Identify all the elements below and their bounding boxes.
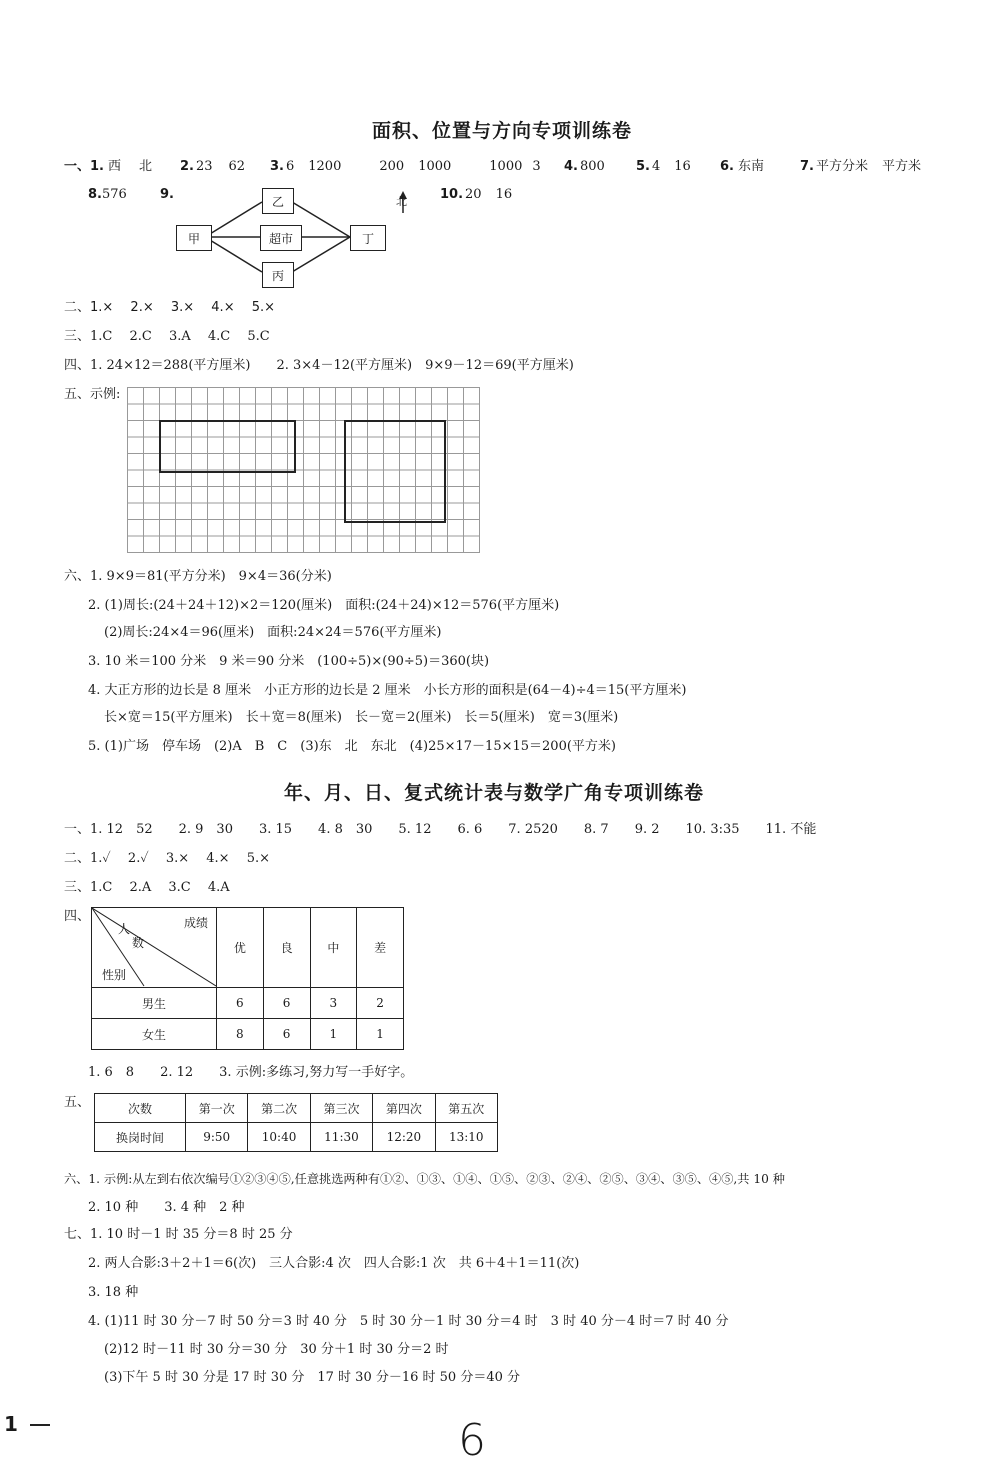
table-corner [92,908,217,988]
answer: 200 [379,159,405,174]
s2-q7-1: 七、1. 10 时－1 时 35 分＝8 时 25 分 [64,1227,293,1242]
table-header: 第五次 [435,1094,497,1123]
corner-mid2: 数 [132,936,145,950]
cell: 1 [357,1019,404,1050]
rectangle-example [159,420,296,473]
node-market: 超市 [260,225,302,251]
node-yi: 乙 [262,188,294,214]
handwritten-number: 6 [458,1415,486,1466]
cell: 3 [310,988,357,1019]
s1-q6-2b: (2)周长:24×4＝96(厘米) 面积:24×24＝576(平方厘米) [104,625,442,640]
table-header: 第一次 [186,1094,248,1123]
table-header: 第四次 [373,1094,435,1123]
cell: 13:10 [435,1123,497,1152]
label: 5. [636,159,650,174]
answer: 16 [495,187,513,202]
table-row [95,1123,498,1152]
s2-q4-label: 四、 [64,909,91,924]
shift-table [94,1093,498,1152]
answer: 20 [465,187,482,202]
cell: 6 [217,988,264,1019]
s1-q5: 五、示例: [64,387,121,402]
answer: 1000 [489,159,523,174]
corner-top: 成绩 [183,916,208,930]
s1-q1-8 [88,186,127,204]
s2-q5-label: 五、 [64,1095,91,1110]
cell: 10:40 [248,1123,310,1152]
s1-q1-6 [720,158,764,176]
cell: 8 [217,1019,264,1050]
answer: 3 [532,159,541,174]
section2-title: 年、月、日、复式统计表与数学广角专项训练卷 [284,782,705,804]
label: 2. [180,159,194,174]
table-header: 良 [263,908,310,988]
answer: 800 [579,159,605,174]
table-header: 次数 [95,1094,186,1123]
corner-mid1: 人 [118,922,131,936]
cell: 9:50 [186,1123,248,1152]
node-ding: 丁 [350,225,386,251]
s2-q6-2: 2. 10 种 3. 4 种 2 种 [88,1200,245,1215]
s1-q1-line1 [64,158,152,176]
s2-q1: 一、1. 12 52 2. 9 30 3. 15 4. 8 30 5. 12 6. 6 7. 2520 8. 7 9. 2 10. 3:35 11. 不能 [64,822,817,837]
answer: 576 [101,187,127,202]
answer: 1000 [418,159,452,174]
table-header: 差 [357,908,404,988]
answer: 平方米 [882,159,922,174]
answer: 23 [195,159,213,174]
table-header: 第三次 [310,1094,372,1123]
s2-q4-sub: 1. 6 8 2. 12 3. 示例:多练习,努力写一手好字。 [88,1065,414,1080]
label: 一、1. [64,159,104,174]
s1-q1-2 [180,158,245,176]
table-row [92,1019,404,1050]
cell: 11:30 [310,1123,372,1152]
node-bing: 丙 [262,262,294,288]
section1-title: 面积、位置与方向专项训练卷 [372,120,633,142]
s1-q6-4b: 长×宽＝15(平方厘米) 长＋宽＝8(厘米) 长－宽＝2(厘米) 长＝5(厘米) 宽＝3(厘米) [104,710,619,725]
s1-q4: 四、1. 24×12＝288(平方厘米) 2. 3×4－12(平方厘米) 9×9－12＝69(平方厘米) [64,358,574,373]
s1-q3: 三、1.C 2.C 3.A 4.C 5.C [64,329,270,344]
s1-q1-3 [270,158,541,176]
s2-q6-1: 六、1. 示例:从左到右依次编号①②③④⑤,任意挑选两种有①②、①③、①④、①⑤、②③、②④、②⑤、③④、③⑤、④⑤,共 10 种 [64,1172,785,1186]
north-label: 北 [396,195,407,208]
s1-q6-2a: 2. (1)周长:(24＋24＋12)×2＝120(厘米) 面积:(24＋24)×12＝576(平方厘米) [88,598,560,613]
page-number: 1 [4,1412,18,1436]
s1-q6-3: 3. 10 米＝100 分米 9 米＝90 分米 (100÷5)×(90÷5)＝360(块) [88,654,490,669]
footer-divider [30,1424,50,1426]
answer: 1200 [308,159,342,174]
grades-table [91,907,404,1050]
s2-q7-4b: (2)12 时－11 时 30 分＝30 分 30 分＋1 时 30 分＝2 时 [104,1342,449,1357]
label: 10. [440,187,464,202]
s2-q3: 三、1.C 2.A 3.C 4.A [64,880,230,895]
answer: 62 [228,159,246,174]
row-label: 换岗时间 [95,1123,186,1152]
s1-q6-4a: 4. 大正方形的边长是 8 厘米 小正方形的边长是 2 厘米 小长方形的面积是(64－4)÷4＝15(平方厘米) [88,683,687,698]
label: 6. [720,159,734,174]
s1-q1-9-label: 9. [160,187,174,202]
table-header: 中 [310,908,357,988]
corner-bottom: 性别 [102,968,127,982]
s1-q1-5 [636,158,691,176]
s1-q1-10 [440,186,512,204]
label: 3. [270,159,284,174]
s2-q7-4a: 4. (1)11 时 30 分－7 时 50 分＝3 时 40 分 5 时 30 分－1 时 30 分＝4 时 3 时 40 分－4 时＝7 时 40 分 [88,1314,729,1329]
s1-q6-5: 5. (1)广场 停车场 (2)A B C (3)东 北 东北 (4)25×17－15×15＝200(平方米) [88,739,616,754]
table-row [95,1094,498,1123]
answer: 东南 [737,159,764,174]
label: 8. [88,187,102,202]
answer: 西 [107,159,121,174]
row-label: 男生 [92,988,217,1019]
cell: 6 [263,1019,310,1050]
s2-q7-3: 3. 18 种 [88,1285,139,1300]
s1-q1-4 [564,158,605,176]
cell: 6 [263,988,310,1019]
answer: 6 [285,159,295,174]
s1-q6-1: 六、1. 9×9＝81(平方分米) 9×4＝36(分米) [64,569,332,584]
s2-q7-4c: (3)下午 5 时 30 分是 17 时 30 分 17 时 30 分－16 时 50 分＝40 分 [104,1370,521,1385]
cell: 1 [310,1019,357,1050]
node-jia: 甲 [176,225,212,251]
answer: 北 [139,159,153,174]
answer: 平方分米 [815,159,868,174]
s2-q2: 二、1.✓ 2.✓ 3.× 4.× 5.× [64,851,270,866]
s1-q2: 二、1.× 2.× 3.× 4.× 5.× [64,300,276,315]
s1-q1-7 [800,158,921,176]
answer: 4 [651,159,661,174]
table-header: 第二次 [248,1094,310,1123]
cell: 2 [357,988,404,1019]
s2-q7-2: 2. 两人合影:3＋2＋1＝6(次) 三人合影:4 次 四人合影:1 次 共 6＋4＋1＝11(次) [88,1256,580,1271]
table-row [92,988,404,1019]
table-header: 优 [217,908,264,988]
label: 7. [800,159,814,174]
square-example [344,420,446,523]
answer: 16 [674,159,691,174]
label: 4. [564,159,578,174]
row-label: 女生 [92,1019,217,1050]
cell: 12:20 [373,1123,435,1152]
